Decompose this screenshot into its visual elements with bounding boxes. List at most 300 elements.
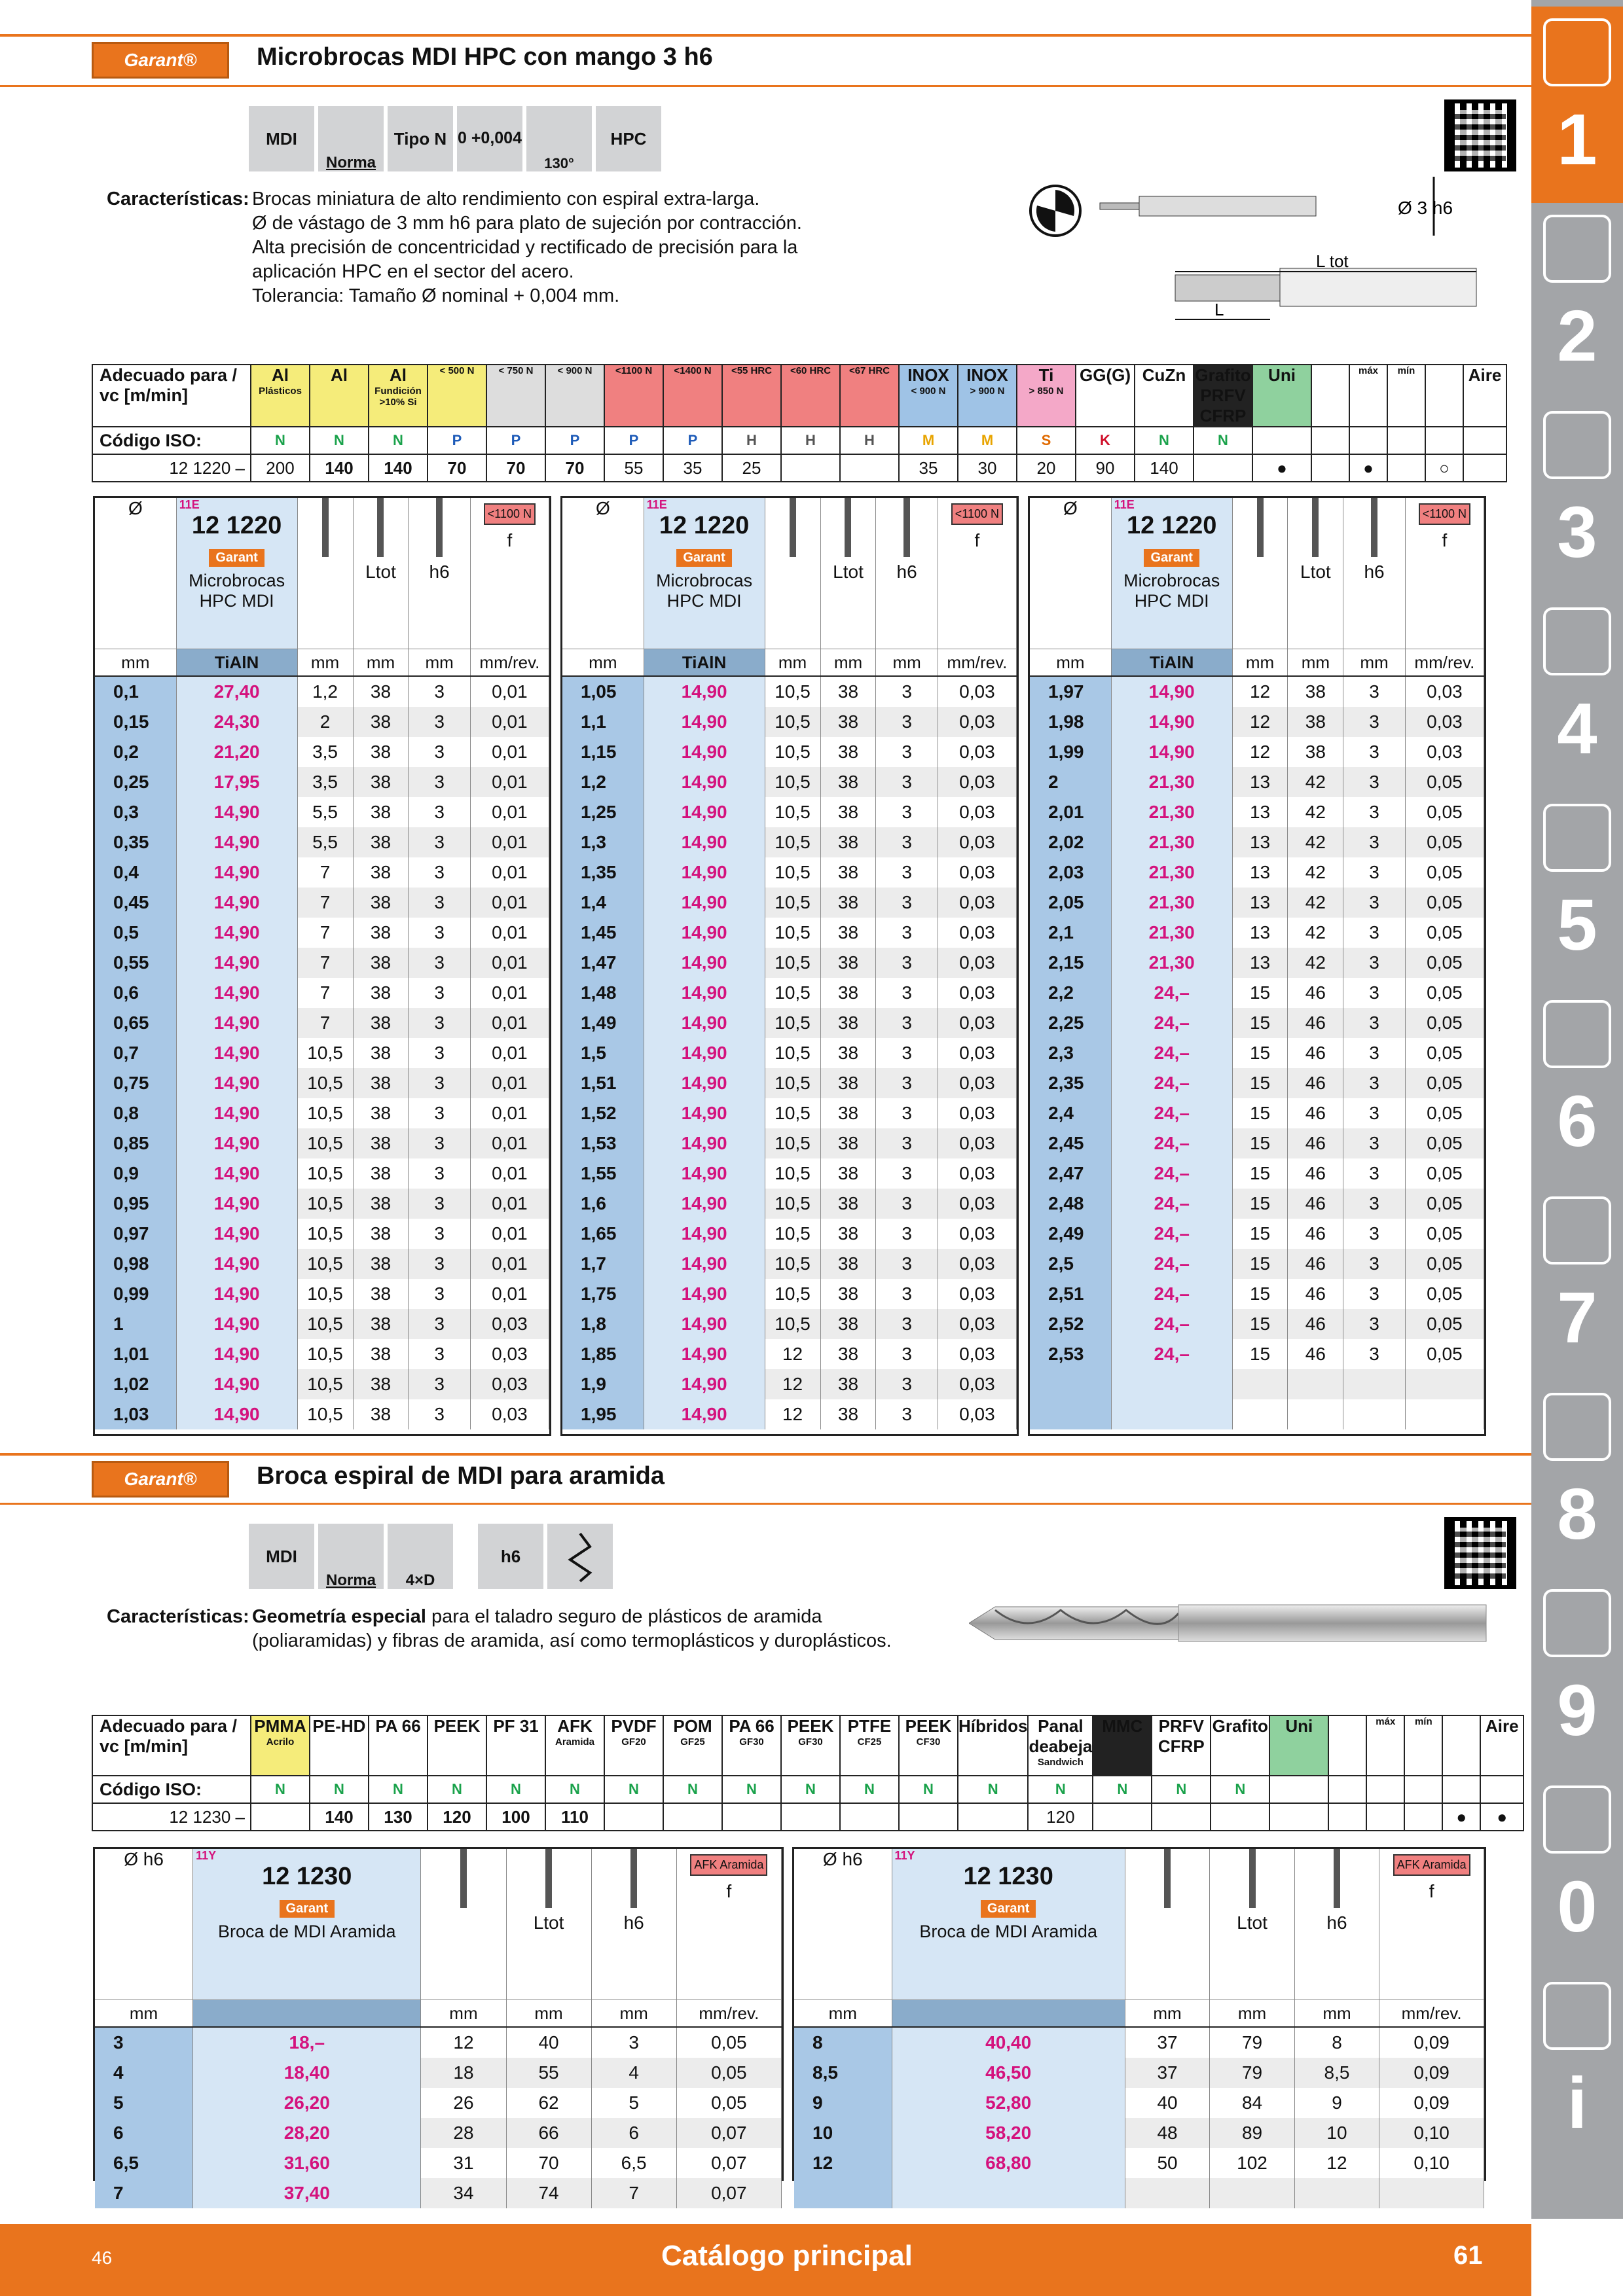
table-row[interactable] xyxy=(1030,676,1484,707)
cell: 0,01 xyxy=(470,1098,549,1128)
cell: 46 xyxy=(1288,1038,1343,1068)
chapter-tab-3[interactable] xyxy=(1531,399,1623,596)
suit-col-header: <55 HRC xyxy=(722,365,781,427)
cell: 3,5 xyxy=(297,737,353,767)
cell: 1,98 xyxy=(1030,707,1111,737)
footer xyxy=(0,2224,1531,2296)
cell: 3 xyxy=(409,707,470,737)
cell: 1,99 xyxy=(1030,737,1111,767)
table-row[interactable] xyxy=(95,1339,549,1369)
cell: 3 xyxy=(409,1309,470,1339)
chapter-tab-1[interactable] xyxy=(1531,7,1623,203)
dia-header: Ø xyxy=(1030,498,1111,649)
iso-cell: N xyxy=(1093,1776,1152,1803)
table-row[interactable] xyxy=(95,918,549,948)
table-row[interactable] xyxy=(1030,1038,1484,1068)
cell: 3 xyxy=(409,1369,470,1399)
chapter-icon xyxy=(1543,1785,1611,1854)
table-row[interactable] xyxy=(1030,767,1484,797)
table-row[interactable] xyxy=(95,676,549,707)
cell: 15 xyxy=(1232,1339,1288,1369)
table-row[interactable] xyxy=(562,1189,1017,1219)
cell: 0,15 xyxy=(95,707,176,737)
cell: 14,90 xyxy=(644,918,765,948)
cell: 0,05 xyxy=(1405,857,1484,888)
table-row[interactable] xyxy=(562,827,1017,857)
cell: 10,5 xyxy=(765,1128,820,1158)
cell: 10,5 xyxy=(765,1098,820,1128)
cell: 1,49 xyxy=(562,1008,644,1038)
chapter-icon xyxy=(1543,1982,1611,2050)
cell: 0,03 xyxy=(938,676,1016,707)
cell: 14,90 xyxy=(644,1158,765,1189)
table-row[interactable] xyxy=(95,1008,549,1038)
table-row[interactable] xyxy=(562,918,1017,948)
article-code: 11Y 12 1230 Garant Broca de MDI Aramida xyxy=(193,1849,421,2000)
cell: 3 xyxy=(1343,1219,1405,1249)
table-row[interactable] xyxy=(1030,918,1484,948)
cell: 6 xyxy=(591,2118,676,2148)
vc-cell xyxy=(1152,1803,1211,1831)
table-row[interactable] xyxy=(1030,1309,1484,1339)
cell: 2,47 xyxy=(1030,1158,1111,1189)
cell: 10,5 xyxy=(297,1249,353,1279)
cell: 10,5 xyxy=(765,737,820,767)
table-row[interactable] xyxy=(95,948,549,978)
cell: 9 xyxy=(794,2088,892,2118)
vc-cell: ● xyxy=(1480,1803,1523,1831)
vc-label: 12 1220 – xyxy=(92,454,251,482)
suit-col-header: PE-HD xyxy=(310,1715,369,1776)
cell: 13 xyxy=(1232,767,1288,797)
table-row[interactable] xyxy=(562,1279,1017,1309)
table-row[interactable] xyxy=(1030,888,1484,918)
table-row[interactable] xyxy=(562,1008,1017,1038)
cell: 14,90 xyxy=(644,797,765,827)
suit-col-header: PVDF GF20 xyxy=(604,1715,663,1776)
table-row[interactable] xyxy=(95,827,549,857)
cell: 42 xyxy=(1288,918,1343,948)
cell: 40,40 xyxy=(892,2027,1125,2058)
iso-cell: N xyxy=(251,427,310,454)
unit-cell: mm/rev. xyxy=(1379,2000,1484,2028)
suit-col-header: MMC xyxy=(1093,1715,1152,1776)
iso-label: Código ISO: xyxy=(92,427,251,454)
h6-header: h6 xyxy=(876,498,938,649)
cell xyxy=(1030,1369,1111,1399)
cell: 26,20 xyxy=(193,2088,421,2118)
cell: 3 xyxy=(876,676,938,707)
table-row[interactable] xyxy=(1030,1098,1484,1128)
cell: 38 xyxy=(820,888,876,918)
chapter-tab-i[interactable] xyxy=(1531,1970,1623,2166)
cell: 1 xyxy=(95,1309,176,1339)
iso-cell: N xyxy=(1211,1776,1269,1803)
suit-col-header: AFK Aramida xyxy=(545,1715,604,1776)
symbol-angle: 130° xyxy=(525,105,593,173)
cell: 14,90 xyxy=(644,676,765,707)
cell: 46 xyxy=(1288,1189,1343,1219)
vc-cell: 55 xyxy=(604,454,663,482)
cell: 38 xyxy=(353,1279,409,1309)
suit-col-header: PEEK xyxy=(428,1715,486,1776)
table-row[interactable] xyxy=(562,1339,1017,1369)
cell: 3 xyxy=(409,1279,470,1309)
cell: 10,5 xyxy=(765,676,820,707)
cell: 10,5 xyxy=(297,1219,353,1249)
cell: 14,90 xyxy=(644,767,765,797)
table-row[interactable] xyxy=(1030,1279,1484,1309)
table-row[interactable] xyxy=(95,1158,549,1189)
table-row[interactable] xyxy=(95,2027,782,2058)
table-row[interactable] xyxy=(95,2058,782,2088)
cell: 14,90 xyxy=(176,1339,297,1369)
cell: 0,03 xyxy=(938,1219,1016,1249)
cell: 38 xyxy=(820,1068,876,1098)
table-row[interactable] xyxy=(1030,1249,1484,1279)
table-row[interactable] xyxy=(1030,1068,1484,1098)
cell: 50 xyxy=(1125,2148,1209,2178)
table-row[interactable] xyxy=(95,1038,549,1068)
drill-icon xyxy=(765,498,820,649)
cell: 38 xyxy=(820,1399,876,1429)
symbol-norma: Norma xyxy=(317,105,385,173)
dim-shank: Ø 3 h6 xyxy=(1398,198,1453,218)
cell: 10,5 xyxy=(765,1008,820,1038)
table-row[interactable] xyxy=(562,1249,1017,1279)
cell: 10,5 xyxy=(765,978,820,1008)
table-row[interactable] xyxy=(95,797,549,827)
table-row[interactable] xyxy=(562,857,1017,888)
table-row[interactable] xyxy=(1030,827,1484,857)
table-row[interactable] xyxy=(794,2148,1484,2178)
cell: 0,05 xyxy=(1405,1128,1484,1158)
article-code: 11E 12 1220 Garant Microbrocas HPC MDI xyxy=(644,498,765,649)
table-row[interactable] xyxy=(1030,737,1484,767)
table-row[interactable] xyxy=(95,1369,549,1399)
cell: 0,01 xyxy=(470,948,549,978)
cell: 3 xyxy=(876,827,938,857)
cell: 0,05 xyxy=(1405,1038,1484,1068)
cell: 48 xyxy=(1125,2118,1209,2148)
cell: 2,05 xyxy=(1030,888,1111,918)
cell: 0,01 xyxy=(470,1158,549,1189)
article-code: 11Y 12 1230 Garant Broca de MDI Aramida xyxy=(892,1849,1125,2000)
table-row[interactable] xyxy=(562,1128,1017,1158)
section2-title-rule xyxy=(0,1503,1531,1505)
iso-cell: N xyxy=(251,1776,310,1803)
suit-grid xyxy=(92,1715,1524,1831)
chapter-tab-4[interactable] xyxy=(1531,596,1623,792)
char-line: Brocas miniatura de alto rendimiento con espiral extra-larga. xyxy=(252,188,760,209)
cell: 3,5 xyxy=(297,767,353,797)
table-row[interactable] xyxy=(1030,1219,1484,1249)
chapter-tab-2[interactable] xyxy=(1531,203,1623,399)
cell: 15 xyxy=(1232,1219,1288,1249)
table-row[interactable] xyxy=(794,2058,1484,2088)
vc-cell xyxy=(1463,454,1506,482)
cell: 3 xyxy=(409,1158,470,1189)
cell: 3 xyxy=(409,1068,470,1098)
cell: 14,90 xyxy=(644,857,765,888)
chapter-number: 9 xyxy=(1557,1670,1597,1751)
table-row[interactable] xyxy=(1030,797,1484,827)
cell: 1,05 xyxy=(562,676,644,707)
table-row[interactable] xyxy=(562,1038,1017,1068)
iso-cell: N xyxy=(1152,1776,1211,1803)
table-row[interactable] xyxy=(562,978,1017,1008)
table-row[interactable] xyxy=(95,1098,549,1128)
iso-cell: N xyxy=(486,1776,545,1803)
table-row[interactable] xyxy=(562,948,1017,978)
cell: 27,40 xyxy=(176,676,297,707)
cell: 5,5 xyxy=(297,797,353,827)
table-row[interactable] xyxy=(95,1279,549,1309)
cell: 3 xyxy=(1343,1068,1405,1098)
unit-cell: mm xyxy=(820,649,876,677)
table-row[interactable] xyxy=(794,2178,1484,2208)
table-row[interactable] xyxy=(95,2118,782,2148)
table-row[interactable] xyxy=(1030,978,1484,1008)
cell: 14,90 xyxy=(644,1008,765,1038)
vc-cell: 100 xyxy=(486,1803,545,1831)
cell: 0,03 xyxy=(938,888,1016,918)
symbol-hpc: HPC xyxy=(594,105,663,173)
cell: 24,– xyxy=(1111,1098,1232,1128)
cell: 0,03 xyxy=(938,1339,1016,1369)
table-row[interactable] xyxy=(562,737,1017,767)
cell: 1,02 xyxy=(95,1369,176,1399)
table-row[interactable] xyxy=(1030,1189,1484,1219)
table-row[interactable] xyxy=(562,1098,1017,1128)
table-row[interactable] xyxy=(95,978,549,1008)
unit-cell: mm xyxy=(1210,2000,1295,2028)
cell: 0,07 xyxy=(676,2178,781,2208)
cell: 3 xyxy=(409,918,470,948)
iso-cell: M xyxy=(899,427,958,454)
qr-code-2[interactable] xyxy=(1444,1517,1516,1589)
cell: 0,01 xyxy=(470,1189,549,1219)
cell: 14,90 xyxy=(176,1279,297,1309)
table-row[interactable] xyxy=(562,797,1017,827)
table-row[interactable] xyxy=(95,767,549,797)
table-row[interactable] xyxy=(794,2088,1484,2118)
iso-cell: P xyxy=(663,427,722,454)
cell: 0,05 xyxy=(1405,978,1484,1008)
vc-cell xyxy=(722,1803,781,1831)
table-row[interactable] xyxy=(1030,1369,1484,1399)
table-row[interactable] xyxy=(95,1249,549,1279)
cell: 0,03 xyxy=(938,1158,1016,1189)
cell: 31 xyxy=(421,2148,506,2178)
cell: 1,4 xyxy=(562,888,644,918)
cell: 37,40 xyxy=(193,2178,421,2208)
cell: 0,05 xyxy=(1405,797,1484,827)
vc-cell: ○ xyxy=(1425,454,1463,482)
drill-icon xyxy=(1125,1849,1209,2000)
table-row[interactable] xyxy=(95,707,549,737)
cell: 3 xyxy=(876,797,938,827)
cell: 0,05 xyxy=(1405,948,1484,978)
vc-cell xyxy=(1211,1803,1269,1831)
cell: 0,7 xyxy=(95,1038,176,1068)
table-row[interactable] xyxy=(95,2088,782,2118)
cell xyxy=(1288,1399,1343,1429)
cell: 21,20 xyxy=(176,737,297,767)
cell: 46 xyxy=(1288,1158,1343,1189)
cell: 0,01 xyxy=(470,767,549,797)
suit-col-header: <60 HRC xyxy=(781,365,840,427)
cell: 74 xyxy=(506,2178,591,2208)
cell: 7 xyxy=(297,918,353,948)
cell xyxy=(1210,2178,1295,2208)
suit-col-header xyxy=(1442,1715,1480,1776)
table-row[interactable] xyxy=(95,1068,549,1098)
table-row[interactable] xyxy=(1030,1008,1484,1038)
table-row[interactable] xyxy=(1030,1399,1484,1429)
table-row[interactable] xyxy=(95,888,549,918)
chapter-tab-8[interactable] xyxy=(1531,1381,1623,1577)
table-row[interactable] xyxy=(562,676,1017,707)
cell: 0,03 xyxy=(938,857,1016,888)
table-row[interactable] xyxy=(95,1189,549,1219)
cell: 0,09 xyxy=(1379,2088,1484,2118)
table-row[interactable] xyxy=(562,1158,1017,1189)
iso-cell: P xyxy=(486,427,545,454)
cell: 17,95 xyxy=(176,767,297,797)
cell: 2,2 xyxy=(1030,978,1111,1008)
cell: 46 xyxy=(1288,1339,1343,1369)
cell: 14,90 xyxy=(644,707,765,737)
cell: 3 xyxy=(409,676,470,707)
cell: 38 xyxy=(353,1249,409,1279)
cell: 3 xyxy=(876,1038,938,1068)
chapter-tab-0[interactable] xyxy=(1531,1774,1623,1970)
cell: 14,90 xyxy=(644,1279,765,1309)
cell: 3 xyxy=(1343,737,1405,767)
table-row[interactable] xyxy=(95,857,549,888)
table-row[interactable] xyxy=(562,1219,1017,1249)
table-row[interactable] xyxy=(794,2027,1484,2058)
cell: 14,90 xyxy=(644,1219,765,1249)
cell: 24,– xyxy=(1111,1189,1232,1219)
cell: 15 xyxy=(1232,1249,1288,1279)
cell: 24,– xyxy=(1111,1128,1232,1158)
cell xyxy=(1343,1399,1405,1429)
table-row[interactable] xyxy=(1030,707,1484,737)
cell: 8 xyxy=(794,2027,892,2058)
table-row[interactable] xyxy=(562,707,1017,737)
table-row[interactable] xyxy=(1030,1339,1484,1369)
suit-col-header: <1100 N xyxy=(604,365,663,427)
table-row[interactable] xyxy=(1030,1128,1484,1158)
table-row[interactable] xyxy=(95,1309,549,1339)
cell: 3 xyxy=(876,1098,938,1128)
cell xyxy=(1125,2178,1209,2208)
cell: 8,5 xyxy=(1294,2058,1379,2088)
chapter-number: 2 xyxy=(1557,296,1597,376)
chapter-tab-9[interactable] xyxy=(1531,1577,1623,1774)
cell: 0,05 xyxy=(1405,1249,1484,1279)
qr-code[interactable] xyxy=(1444,99,1516,171)
cell: 42 xyxy=(1288,857,1343,888)
cell: 21,30 xyxy=(1111,888,1232,918)
unit-cell: mm xyxy=(1343,649,1405,677)
suit-col-header: PTFE CF25 xyxy=(840,1715,899,1776)
table-row[interactable] xyxy=(1030,857,1484,888)
cell: 10,5 xyxy=(297,1098,353,1128)
chapter-tab-7[interactable] xyxy=(1531,1185,1623,1381)
table-row[interactable] xyxy=(95,2178,782,2208)
cell: 38 xyxy=(820,1249,876,1279)
cell: 3 xyxy=(876,948,938,978)
suit-col-header: Aire xyxy=(1480,1715,1523,1776)
cell: 0,01 xyxy=(470,857,549,888)
cell: 2,02 xyxy=(1030,827,1111,857)
iso-cell xyxy=(1463,427,1506,454)
table-row[interactable] xyxy=(562,1369,1017,1399)
cell: 0,05 xyxy=(1405,1158,1484,1189)
chapter-number: 6 xyxy=(1557,1081,1597,1162)
table-row[interactable] xyxy=(95,2148,782,2178)
cell: 10 xyxy=(1294,2118,1379,2148)
cell: 3 xyxy=(876,1369,938,1399)
table-row[interactable] xyxy=(562,767,1017,797)
vc-cell: 35 xyxy=(663,454,722,482)
table-row[interactable] xyxy=(562,1068,1017,1098)
unit-cell: mm/rev. xyxy=(1405,649,1484,677)
table-row[interactable] xyxy=(1030,948,1484,978)
cell: 38 xyxy=(820,737,876,767)
cell: 24,– xyxy=(1111,1068,1232,1098)
cell: 0,01 xyxy=(470,888,549,918)
cell: 14,90 xyxy=(176,1189,297,1219)
table-row[interactable] xyxy=(95,737,549,767)
table-row[interactable] xyxy=(95,1219,549,1249)
iso-cell: N xyxy=(899,1776,958,1803)
cell: 42 xyxy=(1288,948,1343,978)
suit-col-header: GG(G) xyxy=(1076,365,1135,427)
chapter-tab-5[interactable] xyxy=(1531,792,1623,988)
ltot-header: Ltot xyxy=(353,498,409,649)
cell: 14,90 xyxy=(176,888,297,918)
chapter-number: 3 xyxy=(1557,492,1597,573)
table-row[interactable] xyxy=(95,1399,549,1429)
cell: 0,01 xyxy=(470,737,549,767)
cell: 12 xyxy=(421,2027,506,2058)
cell: 21,30 xyxy=(1111,767,1232,797)
table-row[interactable] xyxy=(95,1128,549,1158)
cell: 3 xyxy=(409,1038,470,1068)
table-row[interactable] xyxy=(1030,1158,1484,1189)
table-row[interactable] xyxy=(562,1399,1017,1429)
chapter-tab-6[interactable] xyxy=(1531,988,1623,1185)
suit-col-header xyxy=(1311,365,1349,427)
cell: 0,4 xyxy=(95,857,176,888)
cell: 1,15 xyxy=(562,737,644,767)
cell: 14,90 xyxy=(644,978,765,1008)
cell: 3 xyxy=(409,827,470,857)
table-row[interactable] xyxy=(794,2118,1484,2148)
table-row[interactable] xyxy=(562,888,1017,918)
table-row[interactable] xyxy=(562,1309,1017,1339)
cell: 0,03 xyxy=(938,1399,1016,1429)
cell: 0,10 xyxy=(1379,2118,1484,2148)
cell xyxy=(1405,1369,1484,1399)
cell: 0,03 xyxy=(938,797,1016,827)
suit-col-header: PRFV CFRP xyxy=(1152,1715,1211,1776)
symbol-mdi: MDI xyxy=(247,105,316,173)
